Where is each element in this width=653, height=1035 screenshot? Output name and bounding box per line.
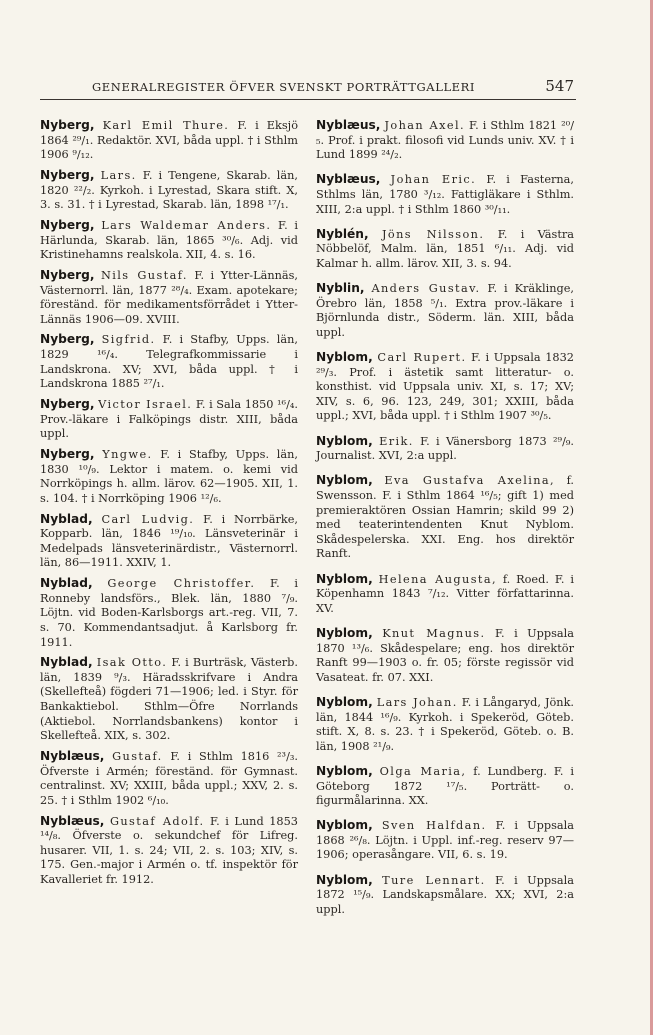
entry-given-names: Lars Johan. <box>376 695 458 709</box>
entry-details: F. i Ronneby landsförs., Blek. län, 1880 ⁷/₉. Löjtn. vid Boden-Karlsborgs art.-reg. VII, 7. s. 70. Kommendantsadjut. å Karlsborg fr. 1911. <box>40 577 299 649</box>
register-entry <box>40 397 298 442</box>
entry-details: F. i Eksjö 1864 ²⁹/₁. Redaktör. XVI, båda uppl. † i Sthlm 1906 ⁹/₁₂. <box>40 119 298 162</box>
entry-surname: Nyblom, <box>316 872 373 887</box>
entry-details: F. i Tengene, Skarab. län, 1820 ²²/₂. Kyrkoh. i Lyrestad, Skara stift. X, 3. s. 31. † i Lyrestad, Skarab. län, 1898 ¹⁷/₁. <box>40 168 299 212</box>
register-entry <box>316 172 574 217</box>
header-title: GENERALREGISTER ÖFVER SVENSKT PORTRÄTTGALLERI <box>92 80 476 94</box>
register-entry <box>40 814 298 888</box>
register-entry <box>316 873 574 918</box>
entry-details: F. i Kräklinge, Örebro län, 1858 ⁵/₁. Extra prov.-läkare i Björnlunda distr., Söderm. län. XIII, båda uppl. <box>316 282 574 339</box>
entry-details: F. i Norrbärke, Kopparb. län, 1846 ¹⁹/₁₀. Länsveterinär i Medelpads länsveterinärdistr., Västernorrl. län, 86—1911. XXIV, 1. <box>40 512 299 570</box>
register-entry <box>316 764 574 809</box>
entry-details: F. i Vänersborg 1873 ²⁹/₉. Journalist. XVI, 2:a uppl. <box>316 434 575 463</box>
register-entry <box>40 268 298 327</box>
header-rule <box>40 99 576 100</box>
entry-surname: Nyblom, <box>316 694 373 709</box>
entry-given-names: Erik. <box>379 434 414 448</box>
register-entry <box>316 473 574 562</box>
entry-surname: Nyberg, <box>40 267 95 282</box>
entry-surname: Nyblæus, <box>40 749 105 764</box>
entry-details: F. i Uppsala 1832 ²⁹/₃. Prof. i ästetik samt litteratur- o. konsthist. vid Uppsala univ. XI, s. 17; XV; XIV, s. 6, 96. 123, 249, 301; XXIII, båda uppl.; XVI, båda uppl. † i Sthlm 1907 ³⁰/₅. <box>316 351 574 423</box>
entry-given-names: Anders Gustav. <box>371 282 481 296</box>
entry-given-names: Olga Maria, <box>379 764 467 778</box>
register-entry <box>316 434 574 464</box>
entry-details: F. i Burträsk, Västerb. län, 1839 ⁹/₃. Häradsskrifvare i Andra (Skellefteå) fögderi 71—1906; led. i Styr. för Bankaktiebol. Sthlm—Öfre Norrlands (Aktiebol. Norrlandsbankens) kontor i Skellefteå. XIX, s. 302. <box>40 656 299 743</box>
entry-details: F. i Sthlm 1816 ²³/₃. Öfverste i Armén; föreständ. för Gymnast. centralinst. XV; XXIII, båda uppl.; XXV, 2. s. 25. † i Sthlm 1902 ⁶/₁₀. <box>40 750 299 807</box>
entry-given-names: Nils Gustaf. <box>100 268 188 282</box>
entry-given-names: Carl Rupert. <box>377 351 467 365</box>
entry-details: F. i Sala 1850 ¹⁶/₄. Prov.-läkare i Falköpings distr. XIII, båda uppl. <box>40 398 299 441</box>
entry-surname: Nyblén, <box>316 226 369 241</box>
entry-details: f. Swensson. F. i Sthlm 1864 ¹⁶/₅; gift 1) med premieraktören Ossian Hamrin; skild 99 2) med teaterintendenten Knut Nyblom. Skådespelerska. XXI. Eng. hos direktör Ranft. <box>316 474 575 561</box>
entry-surname: Nyberg, <box>40 118 95 132</box>
entry-given-names: Victor Israel. <box>98 398 193 412</box>
register-entry <box>316 818 574 863</box>
entry-details: F. i Uppsala 1872 ¹⁵/₉. Landskapsmålare. XX; XVI, 2:a uppl. <box>316 873 574 916</box>
entry-given-names: Jöns Nilsson. <box>381 227 485 241</box>
register-entry <box>316 350 574 424</box>
register-entry <box>40 447 298 506</box>
register-entry <box>316 695 574 754</box>
entry-details: F. i Västra Nöbbelöf, Malm. län, 1851 ⁶/₁₁. Adj. vid Kalmar h. allm. lärov. XII, 3. s. 94. <box>316 227 575 270</box>
entry-given-names: Eva Gustafva Axelina, <box>384 474 556 488</box>
entry-surname: Nyblom, <box>316 350 373 365</box>
entry-given-names: Johan Axel. <box>384 119 465 132</box>
entry-surname: Nyblad, <box>40 655 93 670</box>
entry-surname: Nyberg, <box>40 217 95 232</box>
register-entry <box>40 218 298 263</box>
register-entry <box>40 332 298 391</box>
entry-given-names: Karl Emil Thure. <box>102 119 230 132</box>
entry-given-names: Isak Otto. <box>96 656 168 670</box>
entry-details: F. i Långaryd, Jönk. län, 1844 ¹⁶/₉. Kyrkoh. i Spekeröd, Göteb. stift. X, 8. s. 23. † i Spekeröd, Göteb. o. B. län, 1908 ²¹/₉. <box>316 695 575 753</box>
entry-given-names: Ture Lennart. <box>382 873 486 887</box>
entry-surname: Nyberg, <box>40 397 95 412</box>
entry-given-names: Helena Augusta, <box>378 572 497 586</box>
entry-given-names: Lars Waldemar Anders. <box>101 218 272 232</box>
entry-surname: Nyblæus, <box>316 172 381 187</box>
register-entry <box>316 626 574 685</box>
entry-surname: Nyblom, <box>316 625 373 640</box>
entry-given-names: George Christoffer. <box>107 577 256 591</box>
register-entry <box>316 118 574 163</box>
entry-details: F. i Fasterna, Sthlms län, 1780 ³/₁₂. Fattigläkare i Sthlm. XIII, 2:a uppl. † i Sthlm 1860 ³⁰/₁₁. <box>316 173 575 216</box>
entry-details: F. i Uppsala 1870 ¹³/₆. Skådespelare; eng. hos direktör Ranft 99—1903 o. fr. 05; förste regissör vid Vasateat. fr. 07. XXI. <box>316 626 575 684</box>
entry-surname: Nyblom, <box>316 433 373 448</box>
entry-surname: Nyblom, <box>316 473 373 488</box>
entry-given-names: Sven Halfdan. <box>381 819 487 833</box>
entry-details: F. i Sthlm 1821 ²⁰/₅. Prof. i prakt. filosofi vid Lunds univ. XV. † i Lund 1899 ²⁴/₂. <box>316 119 575 162</box>
register-entry <box>40 655 298 744</box>
register-entry <box>40 168 298 213</box>
register-entry <box>40 576 298 650</box>
entry-details: F. i Stafby, Upps. län, 1829 ¹⁶/₄. Telegrafkommissarie i Landskrona. XV; XVI, båda uppl. † i Landskrona 1885 ²⁷/₁. <box>40 333 298 391</box>
entry-surname: Nyblad, <box>40 511 93 526</box>
entry-details: F. i Ytter-Lännäs, Västernorrl. län, 1877 ²⁸/₄. Exam. apotekare; föreständ. för medikamentsförrådet i Ytter-Lännäs 1906—09. XVIII. <box>40 268 298 326</box>
register-entry <box>316 281 574 340</box>
entry-details: f. Lundberg. F. i Göteborg 1872 ¹⁷/₅. Porträtt- o. figurmålarinna. XX. <box>316 764 575 808</box>
right-column <box>316 118 574 927</box>
entry-given-names: Gustaf Adolf. <box>109 814 205 828</box>
entry-surname: Nyblad, <box>40 576 93 591</box>
entry-given-names: Carl Ludvig. <box>101 512 195 526</box>
entry-given-names: Lars. <box>100 168 137 182</box>
entry-details: F. i Stafby, Upps. län, 1830 ¹⁰/₉. Lektor i matem. o. kemi vid Norrköpings h. allm. lärov. 62—1905. XII, 1. s. 104. † i Norrköping 1906 ¹²/₆. <box>40 448 298 505</box>
entry-surname: Nyberg, <box>40 447 95 461</box>
entry-given-names: Johan Eric. <box>390 173 477 187</box>
register-entry <box>316 227 574 272</box>
entry-given-names: Knut Magnus. <box>382 626 486 640</box>
running-header <box>40 77 576 98</box>
entry-given-names: Gustaf. <box>112 750 163 764</box>
entry-given-names: Sigfrid. <box>101 333 156 347</box>
entry-surname: Nyberg, <box>40 167 95 182</box>
register-entry <box>316 572 574 617</box>
entry-details: F. i Härlunda, Skarab. län, 1865 ³⁰/₆. Adj. vid Kristinehamns realskola. XII, 4. s. 16. <box>40 218 299 262</box>
entry-details: F. i Lund 1853 ¹⁴/₈. Öfverste o. sekundchef för Lifreg. husarer. VII, 1. s. 24; VII, 2. s. 103; XIV, s. 175. Gen.-major i Armén o. tf. inspektör för Kavalleriet fr. 1912. <box>40 814 298 886</box>
entry-surname: Nyblom, <box>316 818 373 833</box>
page-number: 547 <box>545 77 574 95</box>
left-column <box>40 118 298 893</box>
register-entry <box>40 512 298 571</box>
entry-surname: Nyblom, <box>316 571 373 586</box>
entry-surname: Nyblæus, <box>316 118 381 132</box>
register-entry <box>40 749 298 808</box>
entry-surname: Nyberg, <box>40 332 95 347</box>
entry-surname: Nyblin, <box>316 281 365 296</box>
entry-surname: Nyblæus, <box>40 813 105 828</box>
register-entry <box>40 118 298 163</box>
entry-surname: Nyblom, <box>316 763 373 778</box>
entry-given-names: Yngwe. <box>102 448 153 461</box>
entry-details: f. Roed. F. i Köpenhamn 1843 ⁷/₁₂. Vitter författarinna. XV. <box>316 572 574 615</box>
entry-details: F. i Uppsala 1868 ²⁶/₈. Löjtn. i Uppl. inf.-reg. reserv 97—1906; operasångare. VII, 6. s. 19. <box>316 819 575 862</box>
